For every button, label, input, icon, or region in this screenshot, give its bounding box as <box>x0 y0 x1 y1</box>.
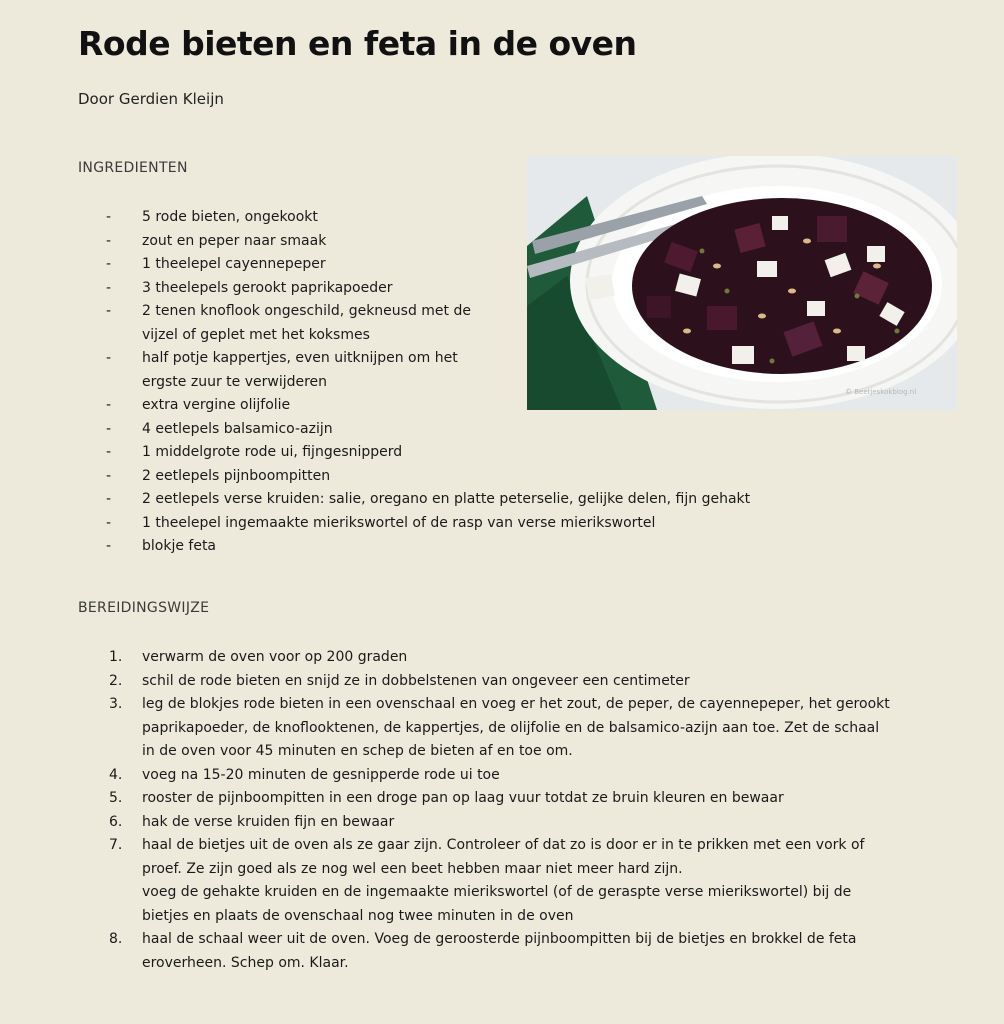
list-item: - 2 tenen knoflook ongeschild, gekneusd met de vijzel of geplet met het koksmes <box>106 303 471 343</box>
list-item: - zout en peper naar smaak <box>106 232 327 249</box>
list-item: - 3 theelepels gerookt paprikapoeder <box>106 279 393 296</box>
ingredients-heading: INGREDIENTEN <box>78 160 188 176</box>
list-item: - 4 eetlepels balsamico-azijn <box>106 420 333 437</box>
list-item: 1. verwarm de oven voor op 200 graden <box>109 649 408 665</box>
list-item: - 2 eetlepels pijnboompitten <box>106 467 331 484</box>
list-item: - 1 theelepel ingemaakte mierikswortel of de rasp van verse mierikswortel <box>106 514 656 531</box>
list-item: - 2 eetlepels verse kruiden: salie, oregano en platte peterselie, gelijke delen, fijn gehakt <box>106 491 751 507</box>
list-item: 6. hak de verse kruiden fijn en bewaar <box>109 813 395 830</box>
recipe-author: Door Gerdien Kleijn <box>78 90 224 108</box>
list-item: 5. rooster de pijnboompitten in een droge pan op laag vuur totdat ze bruin kleuren en bewaar <box>109 790 784 806</box>
list-item: - blokje feta <box>106 538 217 554</box>
preparation-heading: BEREIDINGSWIJZE <box>78 600 210 616</box>
list-item: 2. schil de rode bieten en snijd ze in dobbelstenen van ongeveer een centimeter <box>109 672 690 689</box>
recipe-title: Rode bieten en feta in de oven <box>78 24 637 63</box>
ingredients-list <box>106 206 786 559</box>
list-item: - 5 rode bieten, ongekookt <box>106 209 318 225</box>
list-item: - 1 middelgrote rode ui, fijngesnipperd <box>106 444 403 460</box>
list-item: 3. leg de blokjes rode bieten in een ovenschaal en voeg er het zout, de peper, de cayennepeper, het gerookt paprikapoeder, de knoflooktenen, de kappertjes, de olijfolie en de balsamico-azijn aan toe. Zet de schaal in de oven voor 45 minuten en schep de bieten af en toe om. <box>109 696 890 759</box>
list-item: 4. voeg na 15-20 minuten de gesnipperde rode ui toe <box>109 766 500 783</box>
list-item: - 1 theelepel cayennepeper <box>106 256 326 272</box>
list-item: 8. haal de schaal weer uit de oven. Voeg de geroosterde pijnboompitten bij de bietjes en brokkel de feta eroverheen. Schep om. Klaar. <box>109 931 857 971</box>
photo-watermark: © Beetjeskokblog.nl <box>845 388 917 396</box>
list-item: - extra vergine olijfolie <box>106 397 291 413</box>
steps-list <box>106 646 896 975</box>
list-item: 7. haal de bietjes uit de oven als ze gaar zijn. Controleer of dat zo is door er in te prikken met een vork of proef. Ze zijn goed als ze nog wel een beet hebben maar niet meer hard zijn. voeg de gehakte kruiden en de ingemaakte mierikswortel (of de geraspte verse mierikswortel) bij de bietjes en plaats de ovenschaal nog twee minuten in de oven <box>109 837 865 924</box>
list-item: - half potje kappertjes, even uitknijpen om het ergste zuur te verwijderen <box>106 350 458 390</box>
